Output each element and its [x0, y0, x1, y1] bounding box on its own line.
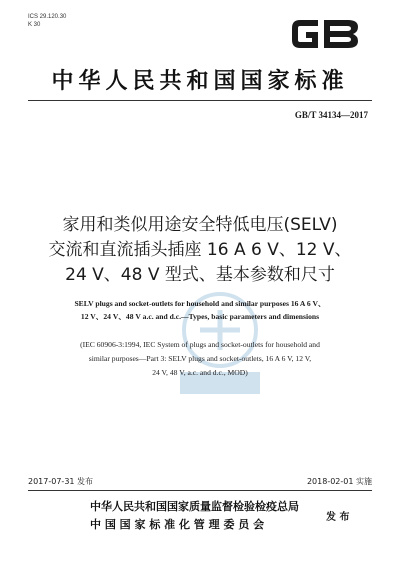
bottom-divider: [28, 490, 372, 491]
iec-ref-line3: 24 V, 48 V, a.c. and d.c., MOD): [152, 368, 248, 377]
gb-logo: [288, 14, 362, 54]
iec-ref-line2: similar purposes—Part 3: SELV plugs and socket-outlets, 16 A 6 V, 12 V,: [88, 354, 312, 363]
title-cn-line2: 交流和直流插头插座 16 A 6 V、12 V、: [48, 240, 352, 260]
issue-date: 2017-07-31 发布: [28, 477, 94, 486]
issuer-line1: 中华人民共和国国家质量监督检验检疫总局: [90, 500, 299, 513]
title-en-line1: SELV plugs and socket-outlets for household and similar purposes 16 A 6 V、: [74, 299, 326, 308]
publish-label: 发 布: [326, 512, 350, 523]
implement-date: 2018-02-01 实施: [306, 477, 372, 486]
issuer-line2: 中 国 国 家 标 准 化 管 理 委 员 会: [90, 518, 265, 531]
title-en-line2: 12 V、24 V、48 V a.c. and d.c.—Types, basic parameters and dimensions: [80, 312, 320, 321]
standard-name: 中华人民共和国国家标准: [51, 69, 349, 94]
title-cn-line3: 24 V、48 V 型式、基本参数和尺寸: [65, 265, 335, 285]
top-divider: [28, 100, 372, 101]
ccs-code: K 30: [28, 22, 41, 28]
title-cn-line1: 家用和类似用途安全特低电压(SELV): [62, 215, 338, 235]
gb-logo-icon: [288, 14, 362, 54]
ics-code: ICS 29.120.30: [28, 14, 67, 20]
iec-ref-line1: (IEC 60906-3:1994, IEC System of plugs and socket-outlets for household and: [80, 340, 320, 349]
standard-code: GB/T 34134—2017: [294, 110, 368, 120]
